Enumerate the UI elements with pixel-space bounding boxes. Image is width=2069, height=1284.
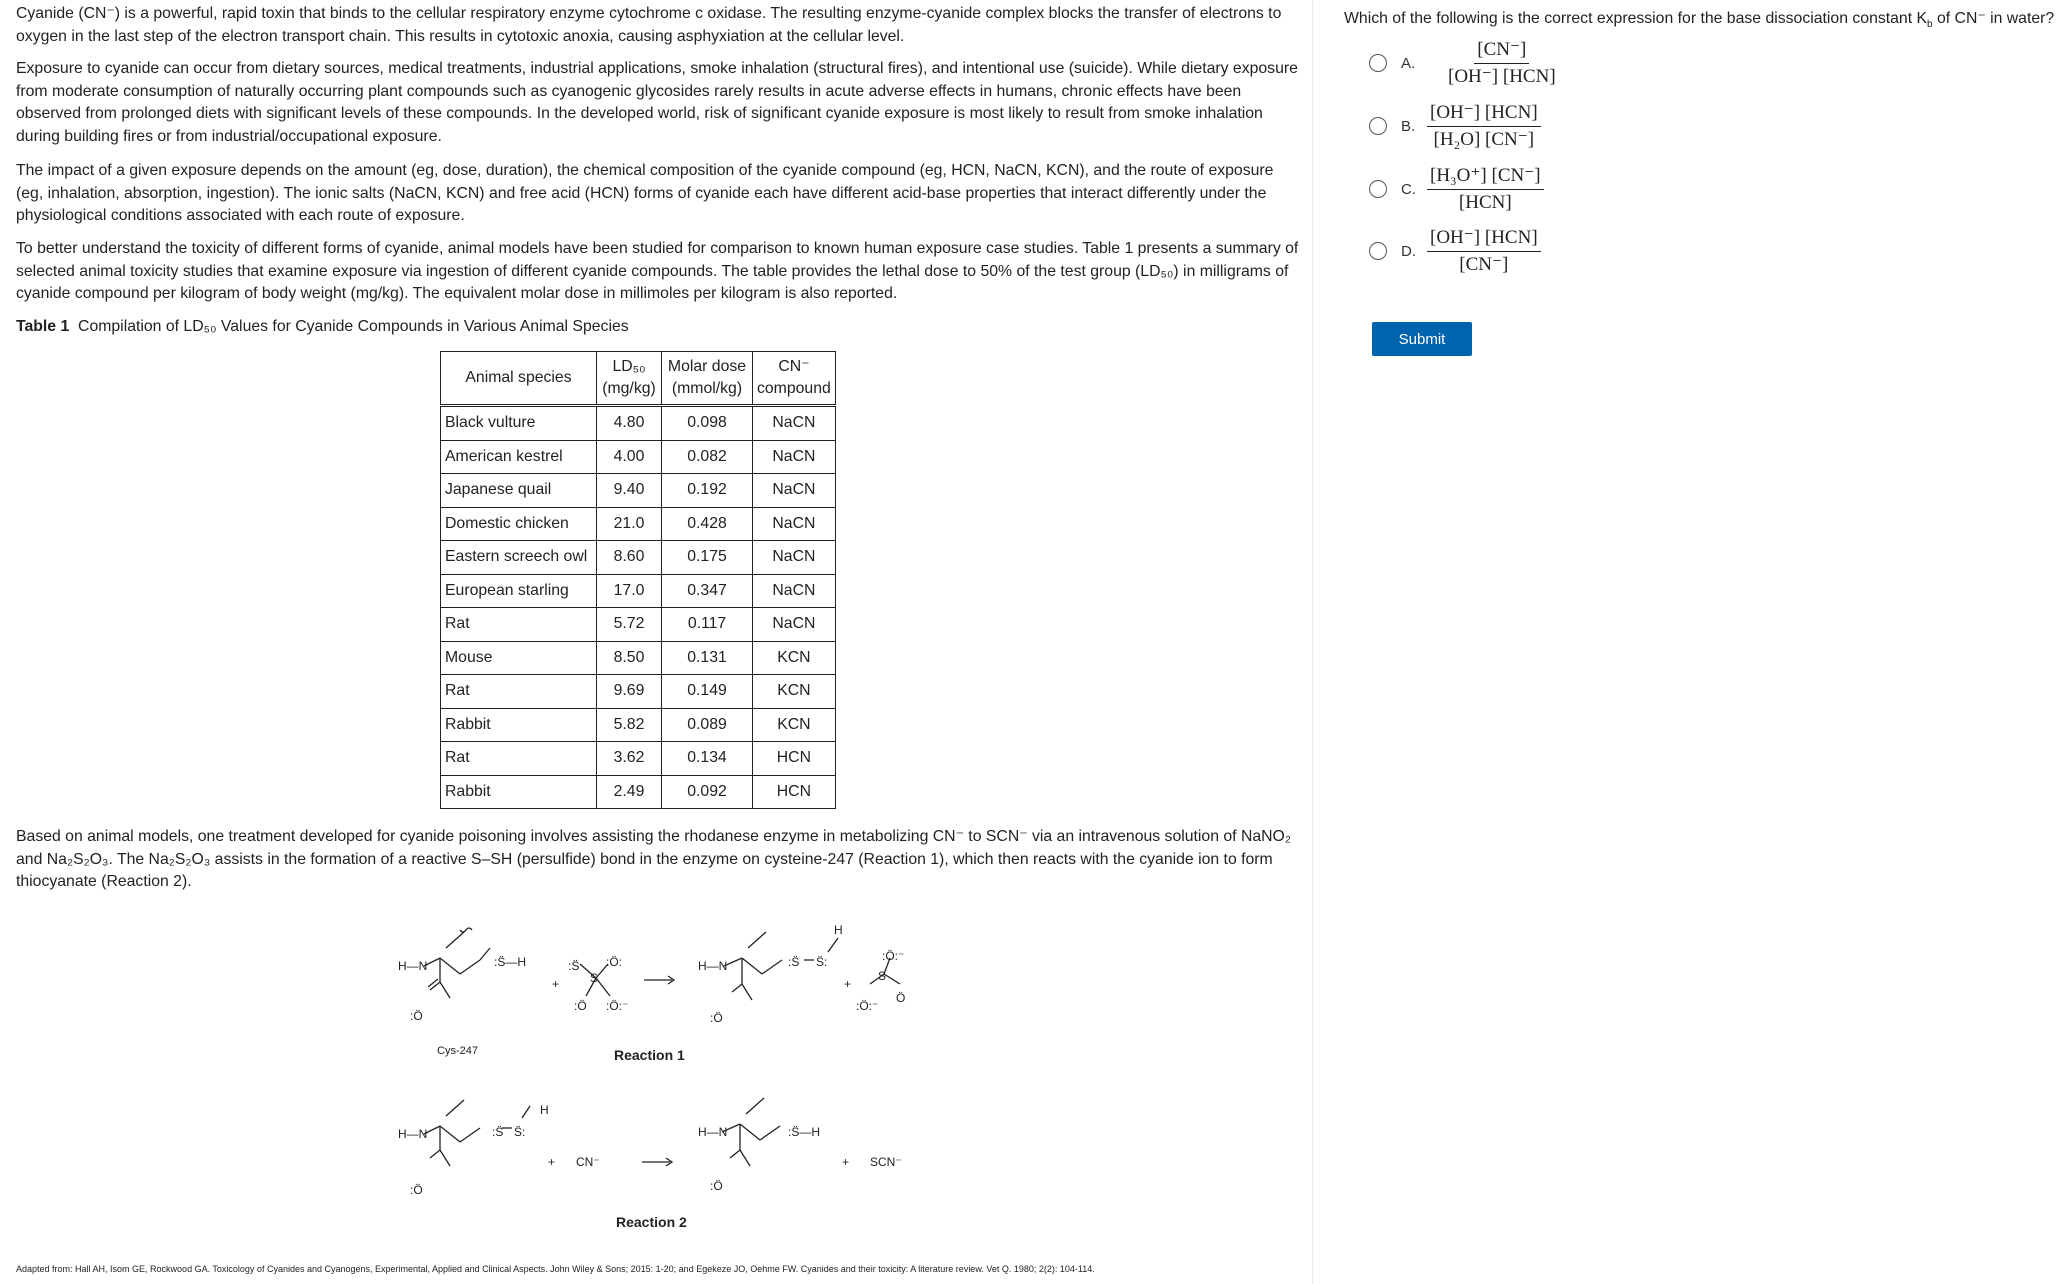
table-row (441, 541, 836, 575)
cell-species: Rat (441, 608, 597, 642)
cell-ld50: 4.80 (597, 406, 662, 441)
cell-ld50: 5.82 (597, 708, 662, 742)
atom-label: Ö (896, 991, 906, 1005)
fraction-denominator: [OH⁻] [HCN] (1448, 65, 1556, 87)
bond (742, 984, 752, 1000)
cell-ld50: 9.40 (597, 474, 662, 508)
cell-compound: HCN (753, 775, 836, 809)
atom-label: :S̈—H (788, 1125, 821, 1139)
bond (522, 1106, 530, 1118)
table-caption (16, 316, 629, 339)
cell-species: Domestic chicken (441, 507, 597, 541)
atom-label: :S̈ (492, 1125, 504, 1139)
bond (740, 1150, 750, 1166)
cell-species: Eastern screech owl (441, 541, 597, 575)
cell-ld50: 8.50 (597, 641, 662, 675)
table-row (441, 406, 836, 441)
cell-species: Rabbit (441, 775, 597, 809)
bond (596, 978, 610, 996)
ld50-table (440, 351, 836, 809)
cell-molar-dose: 0.117 (662, 608, 753, 642)
header-ld50-line1: LD₅₀ (612, 358, 646, 375)
header-cn-line2: compound (757, 380, 831, 397)
cell-compound: NaCN (753, 406, 836, 441)
passage-paragraph-2: Exposure to cyanide can occur from dietary sources, medical treatments, industrial applications, smoke inhalation (structural fires), and intentional use (suicide). While dietary exposure from moderate consumption of naturally occurring plant compounds such as cyanogenic glycosides rarely results in acute adverse effects in humans, chronic effects have been observed from prolonged diets with significant levels of these compounds. In the developed world, risk of significant cyanide exposure is most likely to result from smoke inhalation during building fires or from industrial/occupational exposure. (16, 60, 1298, 145)
passage-paragraph-3: The impact of a given exposure depends on the amount (eg, dose, duration), the chemical composition of the cyanide compound (eg, HCN, NaCN, KCN), and the route of exposure (eg, inhalation, absorption, ingestion). The ionic salts (NaCN, KCN) and free acid (HCN) forms of cyanide each have different acid-base properties that interact differently under the physiological conditions associated with each route of exposure. (16, 162, 1274, 224)
atom-label: :Ö (710, 1179, 723, 1193)
atom-label: S̈: (514, 1125, 526, 1139)
cell-compound: NaCN (753, 440, 836, 474)
cell-compound: KCN (753, 675, 836, 709)
question-stem-end: of CN⁻ in water? (1932, 10, 2055, 27)
reaction-1-label: Reaction 1 (614, 1047, 685, 1063)
cell-molar-dose: 0.092 (662, 775, 753, 809)
plus-sign: + (548, 1155, 556, 1169)
cell-ld50: 17.0 (597, 574, 662, 608)
atom-label: :Ö:⁻ (882, 949, 905, 963)
cell-ld50: 5.72 (597, 608, 662, 642)
bond (440, 1150, 450, 1166)
table-row (441, 775, 836, 809)
cell-species: Mouse (441, 641, 597, 675)
table-caption-text: Compilation of LD₅₀ Values for Cyanide Compounds in Various Animal Species (78, 318, 629, 335)
cell-molar-dose: 0.131 (662, 641, 753, 675)
ld50-table-container (440, 351, 836, 809)
table-row (441, 675, 836, 709)
bond (480, 948, 490, 960)
cell-molar-dose: 0.347 (662, 574, 753, 608)
header-ld50 (597, 352, 662, 406)
fraction-numerator: [OH⁻] [HCN] (1427, 100, 1541, 127)
header-cn-compound (753, 352, 836, 406)
bond (430, 1150, 440, 1158)
passage-paragraph-5: Based on animal models, one treatment developed for cyanide poisoning involves assisting the rhodanese enzyme in metabolizing CN⁻ to SCN⁻ via an intravenous solution of NaNO₂ and Na₂S₂O₃. The Na₂S₂O₃ assists in the formation of a reactive S–SH (persulfide) bond in the enzyme on cysteine-247 (Reaction 1), which then reacts with the cyanide ion to form thiocyanate (Reaction 2). (16, 828, 1291, 890)
reaction-scheme (380, 918, 940, 1238)
cell-molar-dose: 0.428 (662, 507, 753, 541)
table-row (441, 474, 836, 508)
fraction-numerator: [CN⁻] (1474, 37, 1529, 64)
table-row (441, 742, 836, 776)
bond (746, 1098, 764, 1114)
fraction-denominator: [H₂O] [CN⁻] (1433, 128, 1535, 150)
answer-choice-d[interactable] (1369, 220, 1541, 282)
cell-species: Black vulture (441, 406, 597, 441)
atom-label: :S̈ (568, 959, 580, 973)
cell-compound: NaCN (753, 608, 836, 642)
cell-compound: NaCN (753, 541, 836, 575)
pane-divider (1312, 0, 1313, 1284)
bond (428, 979, 438, 987)
atom-label: H (834, 923, 843, 937)
cell-compound: KCN (753, 641, 836, 675)
bond (742, 958, 762, 974)
plus-sign: + (552, 977, 560, 991)
bond (740, 1124, 760, 1140)
thiocyanate-ion: SCN⁻ (870, 1155, 902, 1169)
fraction-numerator: [OH⁻] [HCN] (1427, 225, 1541, 252)
atom-label: :Ö (574, 999, 587, 1013)
cell-species: Rat (441, 675, 597, 709)
plus-sign: + (842, 1155, 850, 1169)
cell-compound: KCN (753, 708, 836, 742)
choice-fraction (1445, 37, 1559, 90)
cell-ld50: 4.00 (597, 440, 662, 474)
choice-fraction (1427, 225, 1541, 278)
atom-label: :S̈—H (494, 955, 527, 969)
bond (440, 958, 460, 974)
atom-label: :Ö:⁻ (606, 999, 629, 1013)
table-body (441, 406, 836, 809)
cell-species: Rat (441, 742, 597, 776)
atom-label: H—N (698, 959, 728, 973)
answer-choice-b[interactable] (1369, 95, 1541, 157)
cell-ld50: 21.0 (597, 507, 662, 541)
header-cn-line1: CN⁻ (778, 358, 810, 375)
answer-choice-a[interactable] (1369, 32, 1559, 94)
choice-fraction (1427, 100, 1541, 153)
question-text (1344, 8, 2054, 30)
cyanide-ion: CN⁻ (576, 1155, 600, 1169)
table-row (441, 440, 836, 474)
bond (460, 1128, 480, 1142)
submit-button[interactable]: Submit (1372, 322, 1472, 356)
atom-label: S (878, 969, 887, 983)
radio-button[interactable] (1369, 54, 1387, 72)
question-stem: Which of the following is the correct expression for the base dissociation constant K (1344, 10, 1928, 27)
bond (762, 960, 782, 974)
table-caption-label: Table 1 (16, 318, 70, 335)
header-molar-line2: (mmol/kg) (671, 380, 743, 397)
atom-label: H—N (398, 1127, 428, 1141)
cys-label: Cys-247 (437, 1045, 478, 1057)
cell-species: Japanese quail (441, 474, 597, 508)
atom-label: :Ö (710, 1011, 723, 1025)
bond (760, 1126, 780, 1140)
cell-molar-dose: 0.134 (662, 742, 753, 776)
atom-label: :Ö:⁻ (856, 999, 879, 1013)
cell-molar-dose: 0.192 (662, 474, 753, 508)
radio-button[interactable] (1369, 180, 1387, 198)
bond (430, 982, 440, 990)
cell-compound: NaCN (753, 574, 836, 608)
bond (884, 974, 900, 984)
table-row (441, 608, 836, 642)
header-ld50-line2: (mg/kg) (602, 380, 656, 397)
answer-choice-c[interactable] (1369, 158, 1544, 220)
choice-letter: C. (1401, 180, 1416, 198)
cell-compound: HCN (753, 742, 836, 776)
table-row (441, 708, 836, 742)
choice-letter: B. (1401, 117, 1416, 135)
cell-species: Rabbit (441, 708, 597, 742)
reaction-2-labels (398, 1103, 902, 1230)
bond (446, 1100, 464, 1116)
cell-molar-dose: 0.098 (662, 406, 753, 441)
bond (446, 932, 464, 948)
radio-button[interactable] (1369, 242, 1387, 260)
atom-label: :Ö (410, 1183, 423, 1197)
bond (440, 982, 450, 998)
reaction-2-label: Reaction 2 (616, 1214, 687, 1230)
cell-ld50: 3.62 (597, 742, 662, 776)
fraction-numerator: [H₃O⁺] [CN⁻] (1427, 163, 1544, 190)
cell-molar-dose: 0.082 (662, 440, 753, 474)
bond (748, 932, 766, 948)
reaction-1-labels (398, 923, 905, 1063)
atom-label: :Ö (410, 1009, 423, 1023)
atom-label: H (540, 1103, 549, 1117)
cell-ld50: 9.69 (597, 675, 662, 709)
fraction-denominator: [HCN] (1458, 191, 1512, 213)
cell-molar-dose: 0.149 (662, 675, 753, 709)
radio-button[interactable] (1369, 117, 1387, 135)
question-subscript: b (1927, 19, 1933, 31)
choice-letter: D. (1401, 242, 1416, 260)
wavy-bond (460, 928, 472, 932)
bond (730, 1150, 740, 1158)
bond (440, 1126, 460, 1142)
cell-molar-dose: 0.089 (662, 708, 753, 742)
cell-compound: NaCN (753, 507, 836, 541)
cell-molar-dose: 0.175 (662, 541, 753, 575)
bond (732, 984, 742, 992)
cell-ld50: 2.49 (597, 775, 662, 809)
cell-compound: NaCN (753, 474, 836, 508)
fraction-denominator: [CN⁻] (1459, 253, 1509, 275)
bond (828, 938, 838, 952)
header-molar-line1: Molar dose (667, 358, 747, 375)
passage-paragraph-4: To better understand the toxicity of different forms of cyanide, animal models have been studied for comparison to known human exposure case studies. Table 1 presents a summary of selected animal toxicity studies that examine exposure via ingestion of different cyanide compounds. The table provides the lethal dose to 50% of the test group (LD₅₀) in milligrams of cyanide compound per kilogram of body weight (mg/kg). The equivalent molar dose in millimoles per kilogram is also reported. (16, 240, 1299, 302)
table-row (441, 574, 836, 608)
choice-letter: A. (1401, 54, 1416, 72)
cell-species: American kestrel (441, 440, 597, 474)
atom-label: H—N (398, 959, 428, 973)
table-row (441, 507, 836, 541)
atom-label: :S̈ (788, 955, 800, 969)
atom-label: :Ö: (606, 955, 623, 969)
header-molar-dose (662, 352, 753, 406)
header-species: Animal species (441, 352, 597, 406)
choice-fraction (1427, 163, 1544, 216)
cell-ld50: 8.60 (597, 541, 662, 575)
atom-label: S̈: (816, 955, 828, 969)
atom-label: S (590, 971, 599, 985)
bond (460, 960, 480, 974)
cell-species: European starling (441, 574, 597, 608)
atom-label: H—N (698, 1125, 728, 1139)
source-citation: Adapted from: Hall AH, Isom GE, Rockwood GA. Toxicology of Cyanides and Cyanogens, Experimental, Applied and Clinical Aspects. John Wiley & Sons; 2015: 1-20; and Egekeze JO, Oehme FW. Cyanides and their toxicity: A literature review. Vet Q. 1980; 2(2): 104-114. (16, 1264, 1095, 1274)
table-row (441, 641, 836, 675)
table-header-row (441, 352, 836, 406)
passage-paragraph-1: Cyanide (CN⁻) is a powerful, rapid toxin that binds to the cellular respiratory enzyme cytochrome c oxidase. The resulting enzyme-cyanide complex blocks the transfer of electrons to oxygen in the last step of the electron transport chain. This results in cytotoxic anoxia, causing asphyxiation at the cellular level. (16, 5, 1282, 45)
plus-sign: + (844, 977, 852, 991)
